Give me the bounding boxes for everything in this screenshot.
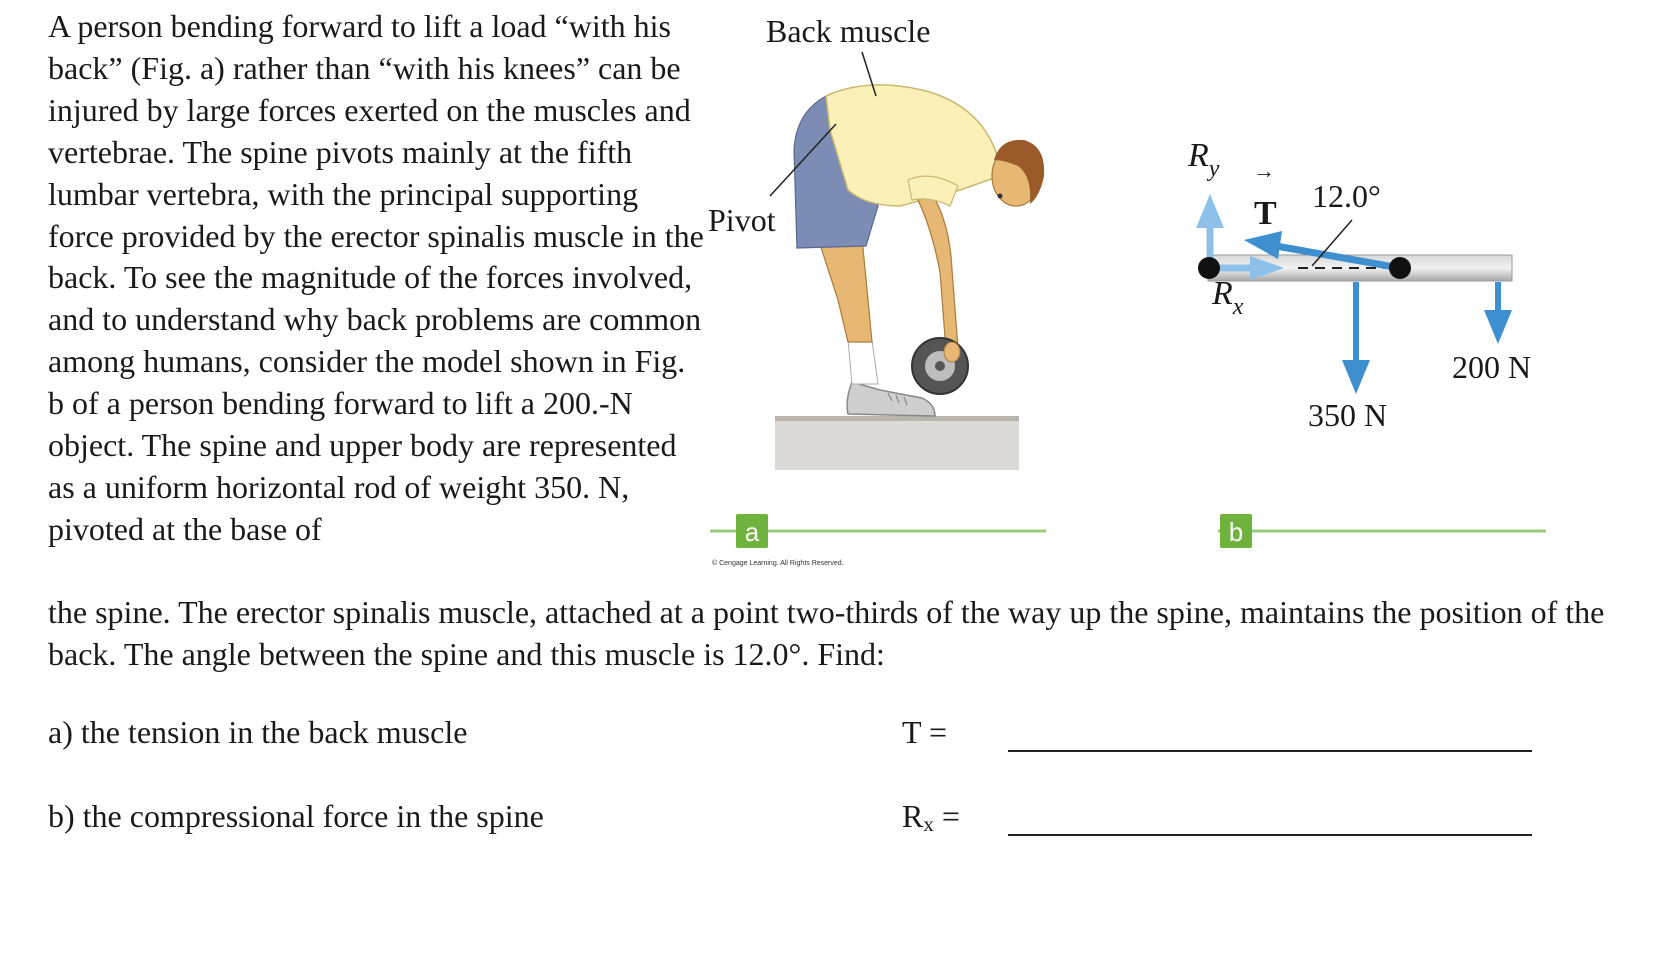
t-vector-arrow: → — [1253, 158, 1275, 183]
problem-intro-text: A person bending forward to lift a load “with his back” (Fig. a) rather than “with his knees” can be injured by large forces exerted on the muscles and vertebrae. The spine pivots mainly at the fifth lumbar vertebra, with the principal supporting force provided by the erector spinalis muscle in the back. To see the magnitude of the forces involved, and to understand why back problems are common among humans, consider the model shown in Fig. b of a person bending forward to lift a 200.-N object. The spine and upper body are represented as a uniform horizontal rod of weight 350. N, pivoted at the base of — [48, 8, 704, 547]
rx-label: $R_x$ — [1212, 275, 1244, 320]
t-label: T — [1254, 195, 1277, 232]
figure-a — [708, 13, 1046, 567]
badge-b-label: b — [1228, 517, 1244, 547]
answer-b-blank[interactable] — [1008, 834, 1532, 836]
weight-350-label: 350 N — [1308, 397, 1388, 433]
muscle-attachment-point — [1389, 257, 1411, 279]
problem-continuation-text: the spine. The erector spinalis muscle, attached at a point two-thirds of the way up the spine, maintains the position of the back. The angle between the spine and this muscle is 12.0°. Find: — [48, 594, 1605, 672]
question-b-label: Rx = — [902, 798, 960, 836]
ry-label: $R_y$ — [1188, 137, 1220, 182]
arm — [918, 190, 958, 350]
angle-label: 12.0° — [1312, 178, 1381, 214]
sock — [848, 340, 878, 384]
question-a-text: a) the tension in the back muscle — [48, 714, 468, 750]
badge-a-label: a — [744, 517, 760, 547]
question-a-label: T = — [902, 714, 948, 750]
pivot-label: Pivot — [708, 202, 776, 238]
copyright: © Cengage Learning. All Rights Reserved. — [712, 560, 844, 567]
weight-200-label: 200 N — [1452, 349, 1532, 385]
question-b-text: b) the compressional force in the spine — [48, 798, 544, 834]
floor — [775, 418, 1019, 470]
back-muscle-label: Back muscle — [766, 13, 931, 49]
answer-a-blank[interactable] — [1008, 750, 1532, 752]
figure-b — [1187, 137, 1546, 548]
leg — [818, 238, 872, 342]
